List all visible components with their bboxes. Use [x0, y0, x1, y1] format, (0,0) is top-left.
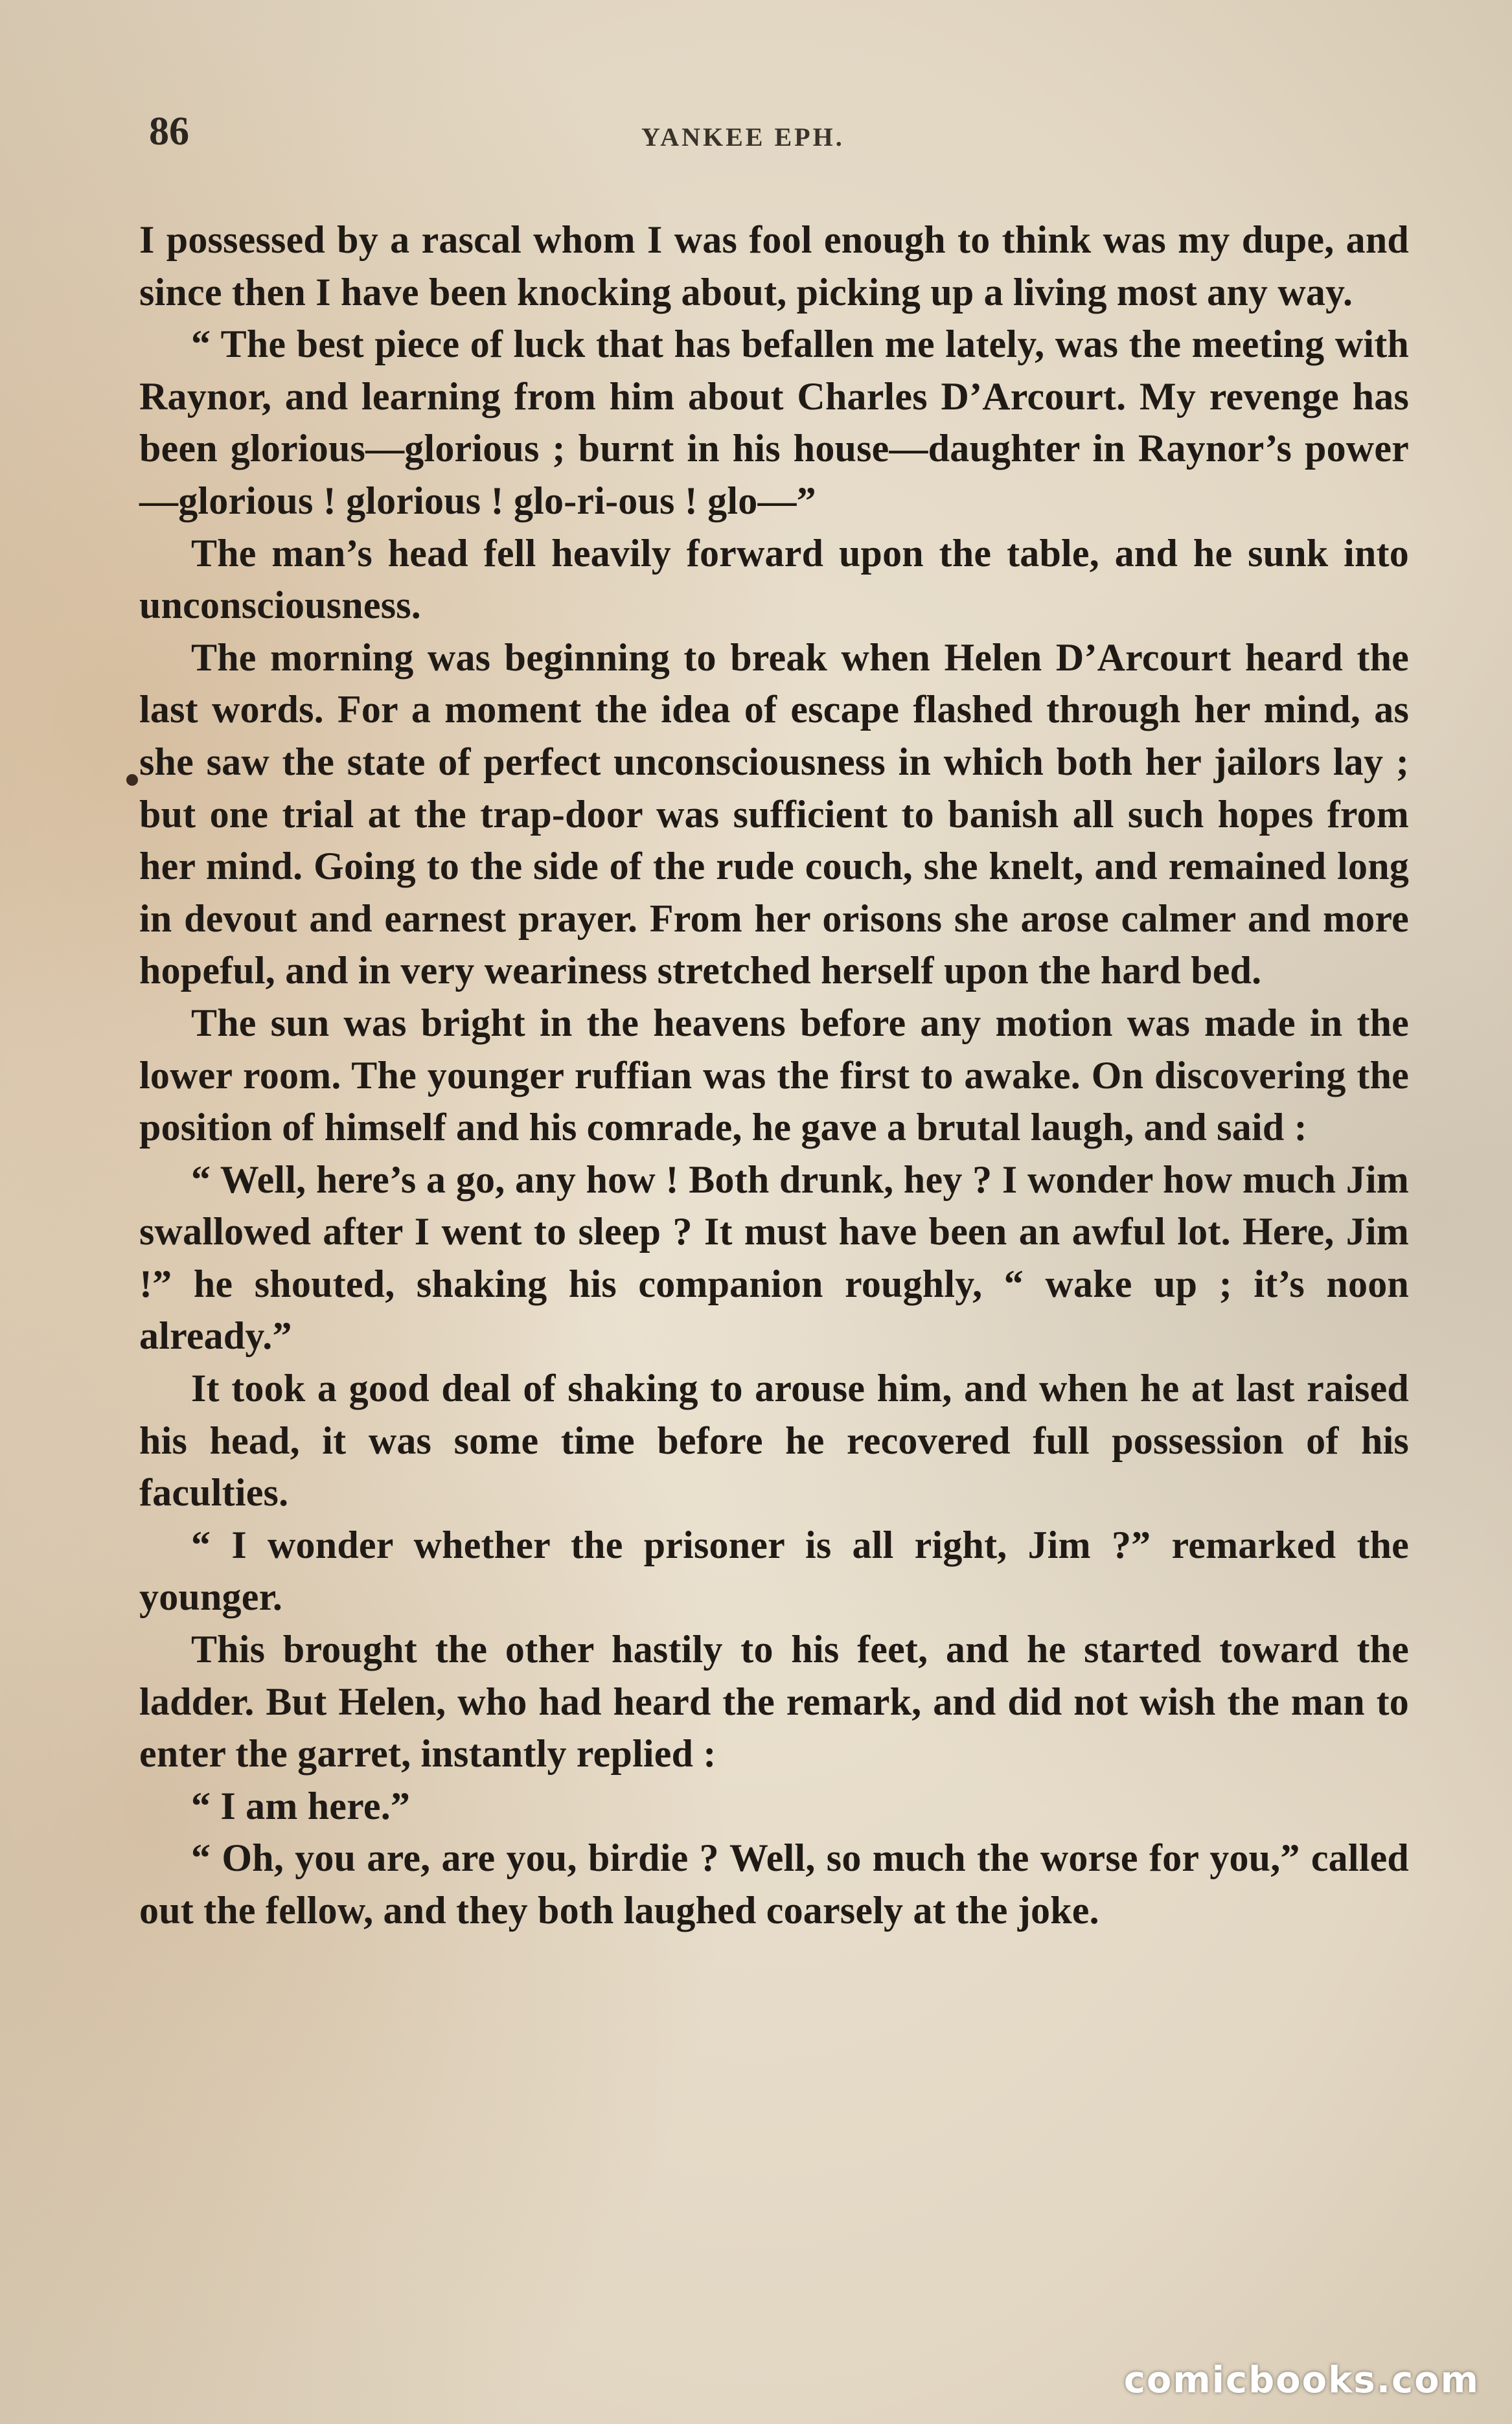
paragraph: The morning was beginning to break when Helen D’Arcourt heard the last words. For a moment the idea of escape flashed through her mind, as she saw the state of perfect unconsciousness in which both her jailors lay ; but one trial at the trap-door was sufficient to banish all such hopes from her mind. Going to the side of the rude couch, she knelt, and remained long in devout and earnest prayer. From her orisons she arose calmer and more hopeful, and in very weariness stretched herself upon the hard bed.	[139, 635, 1409, 992]
paragraph: “ The best piece of luck that has befallen me lately, was the meeting with Raynor, and learning from him about Charles D’Arcourt. My revenge has been glorious—glorious ; burnt in his house—daughter in Raynor’s power—glorious ! glorious ! glo-ri-ous ! glo—”	[139, 323, 1409, 522]
ink-spot	[126, 774, 138, 786]
page-number: 86	[149, 109, 189, 154]
paragraph: I possessed by a rascal whom I was fool enough to think was my dupe, and since then I have been knocking about, picking up a living most any way.	[139, 218, 1409, 314]
paragraph: “ I wonder whether the prisoner is all right, Jim ?” remarked the younger.	[139, 1523, 1409, 1619]
paragraph: The sun was bright in the heavens before any motion was made in the lower room. The younger ruffian was the first to awake. On discovering the position of himself and his comrade, he gave a brutal laugh, and said :	[139, 1001, 1409, 1149]
watermark: comicbooks.com	[1123, 2359, 1480, 2401]
paragraph: “ Oh, you are, are you, birdie ? Well, so much the worse for you,” called out the fellow, and they both laughed coarsely at the joke.	[139, 1836, 1409, 1932]
paragraph: The man’s head fell heavily forward upon the table, and he sunk into unconsciousness.	[139, 531, 1409, 627]
paragraph: “ I am here.”	[191, 1784, 411, 1827]
body-text	[139, 214, 1409, 1937]
running-head: YANKEE EPH.	[641, 122, 845, 152]
paragraph: “ Well, here’s a go, any how ! Both drunk, hey ? I wonder how much Jim swallowed after I went to sleep ? It must have been an awful lot. Here, Jim !” he shouted, shaking his companion roughly, “ wake up ; it’s noon already.”	[139, 1158, 1409, 1358]
paragraph: This brought the other hastily to his feet, and he started toward the ladder. But Helen, who had heard the remark, and did not wish the man to enter the garret, instantly replied :	[139, 1628, 1409, 1776]
paragraph: It took a good deal of shaking to arouse him, and when he at last raised his head, it was some time before he recovered full possession of his faculties.	[139, 1367, 1409, 1515]
page-header	[149, 109, 1419, 161]
